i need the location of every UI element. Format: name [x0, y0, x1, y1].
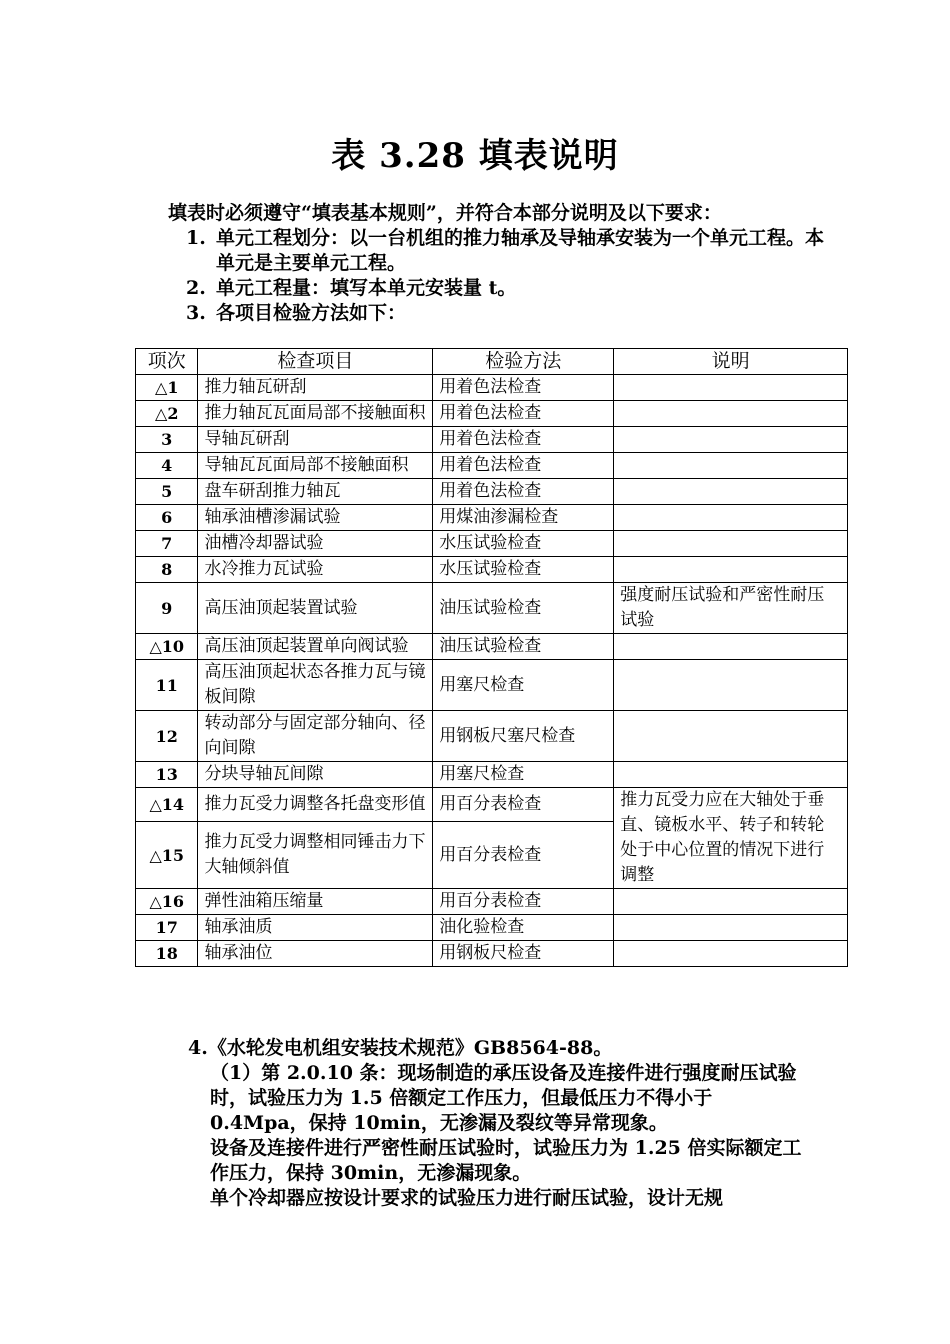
cell-note: [614, 479, 848, 505]
cell-note: [614, 762, 848, 788]
header-note: 说明: [614, 349, 848, 375]
notes-paragraph: 设备及连接件进行严密性耐压试验时，试验压力为 1.25 倍实际额定工作压力，保持 30min，无渗漏现象。: [210, 1137, 802, 1184]
header-check-item: 检查项目: [198, 349, 433, 375]
cell-no: △14: [136, 788, 198, 822]
requirement-text: 单元工程量：填写本单元安装量 t。: [216, 277, 517, 299]
cell-item: 转动部分与固定部分轴向、径向间隙: [198, 711, 433, 762]
table-row: [136, 915, 848, 941]
notes-section: [188, 1036, 813, 1211]
table-row: [136, 531, 848, 557]
cell-method: 用塞尺检查: [433, 762, 614, 788]
cell-method: 用塞尺检查: [433, 660, 614, 711]
cell-note: [614, 889, 848, 915]
table-row: [136, 583, 848, 634]
notes-paragraph: （1）第 2.0.10 条：现场制造的承压设备及连接件进行强度耐压试验时，试验压力为 1.5 倍额定工作压力，但最低压力不得小于 0.4Mpa，保持 10min，无渗漏及裂纹等异常现象。: [210, 1062, 797, 1134]
cell-method: 用百分表检查: [433, 788, 614, 822]
inspection-table: [135, 348, 848, 967]
cell-note: [614, 505, 848, 531]
table-row: [136, 453, 848, 479]
cell-method: 油压试验检查: [433, 583, 614, 634]
cell-no: 12: [136, 711, 198, 762]
table-row: [136, 788, 848, 822]
cell-method: 用百分表检查: [433, 889, 614, 915]
cell-no: 18: [136, 941, 198, 967]
cell-no: 8: [136, 557, 198, 583]
cell-no: 5: [136, 479, 198, 505]
intro-text: 填表时必须遵守“填表基本规则”，并符合本部分说明及以下要求：: [168, 202, 722, 224]
cell-note: [614, 427, 848, 453]
table-header-row: [136, 349, 848, 375]
cell-method: 水压试验检查: [433, 531, 614, 557]
cell-no: △10: [136, 634, 198, 660]
cell-note: [614, 915, 848, 941]
cell-item: 高压油顶起装置试验: [198, 583, 433, 634]
table-row: [136, 889, 848, 915]
cell-item: 盘车研刮推力轴瓦: [198, 479, 433, 505]
cell-method: 用着色法检查: [433, 427, 614, 453]
table-row: [136, 711, 848, 762]
cell-item: 导轴瓦研刮: [198, 427, 433, 453]
cell-method: 用钢板尺检查: [433, 941, 614, 967]
header-method: 检验方法: [433, 349, 614, 375]
cell-item: 高压油顶起状态各推力瓦与镜板间隙: [198, 660, 433, 711]
cell-note: [614, 660, 848, 711]
cell-note: [614, 453, 848, 479]
table-row: [136, 427, 848, 453]
notes-heading: 4.《水轮发电机组安装技术规范》GB8564-88。: [188, 1037, 613, 1059]
cell-method: 用着色法检查: [433, 401, 614, 427]
cell-note: [614, 401, 848, 427]
cell-item: 推力瓦受力调整相同锤击力下大轴倾斜值: [198, 822, 433, 889]
requirement-item: [186, 226, 826, 276]
cell-no: △1: [136, 375, 198, 401]
cell-method: 用钢板尺塞尺检查: [433, 711, 614, 762]
table-row: [136, 941, 848, 967]
cell-no: 6: [136, 505, 198, 531]
cell-no: 7: [136, 531, 198, 557]
requirements-list: [186, 226, 826, 326]
cell-item: 轴承油质: [198, 915, 433, 941]
cell-note: [614, 531, 848, 557]
cell-method: 用百分表检查: [433, 822, 614, 889]
table-row: [136, 505, 848, 531]
requirement-number: 2.: [186, 277, 206, 299]
table-row: [136, 634, 848, 660]
cell-method: 用着色法检查: [433, 479, 614, 505]
table-row: [136, 557, 848, 583]
cell-note: 强度耐压试验和严密性耐压试验: [614, 583, 848, 634]
table-row: [136, 762, 848, 788]
cell-item: 油槽冷却器试验: [198, 531, 433, 557]
cell-no: 4: [136, 453, 198, 479]
cell-note: [614, 711, 848, 762]
table-row: [136, 375, 848, 401]
cell-note-merged: 推力瓦受力应在大轴处于垂直、镜板水平、转子和转轮处于中心位置的情况下进行调整: [614, 788, 848, 889]
table-row: [136, 401, 848, 427]
requirement-number: 1.: [186, 227, 206, 249]
cell-item: 分块导轴瓦间隙: [198, 762, 433, 788]
cell-no: 9: [136, 583, 198, 634]
cell-no: △15: [136, 822, 198, 889]
cell-method: 油化验检查: [433, 915, 614, 941]
cell-method: 水压试验检查: [433, 557, 614, 583]
cell-item: 推力轴瓦研刮: [198, 375, 433, 401]
requirement-number: 3.: [186, 302, 206, 324]
cell-no: △2: [136, 401, 198, 427]
cell-note: [614, 557, 848, 583]
cell-note: [614, 634, 848, 660]
requirement-text: 各项目检验方法如下：: [216, 302, 407, 324]
requirement-item: [186, 276, 826, 301]
cell-method: 用煤油渗漏检查: [433, 505, 614, 531]
table-row: [136, 479, 848, 505]
cell-no: 13: [136, 762, 198, 788]
notes-paragraph: 单个冷却器应按设计要求的试验压力进行耐压试验，设计无规: [210, 1187, 724, 1209]
cell-method: 用着色法检查: [433, 453, 614, 479]
requirement-item: [186, 301, 826, 326]
cell-item: 高压油顶起装置单向阀试验: [198, 634, 433, 660]
cell-no: 11: [136, 660, 198, 711]
cell-no: 17: [136, 915, 198, 941]
table-row: [136, 660, 848, 711]
cell-item: 推力轴瓦瓦面局部不接触面积: [198, 401, 433, 427]
requirement-text: 单元工程划分：以一台机组的推力轴承及导轴承安装为一个单元工程。本单元是主要单元工程。: [216, 227, 825, 274]
cell-item: 轴承油位: [198, 941, 433, 967]
cell-no: 3: [136, 427, 198, 453]
cell-note: [614, 941, 848, 967]
page-title: 表 3.28 填表说明: [331, 136, 619, 176]
cell-method: 用着色法检查: [433, 375, 614, 401]
cell-item: 轴承油槽渗漏试验: [198, 505, 433, 531]
cell-no: △16: [136, 889, 198, 915]
cell-item: 推力瓦受力调整各托盘变形值: [198, 788, 433, 822]
header-item-no: 项次: [136, 349, 198, 375]
cell-item: 导轴瓦瓦面局部不接触面积: [198, 453, 433, 479]
cell-item: 水冷推力瓦试验: [198, 557, 433, 583]
cell-method: 油压试验检查: [433, 634, 614, 660]
cell-item: 弹性油箱压缩量: [198, 889, 433, 915]
cell-note: [614, 375, 848, 401]
